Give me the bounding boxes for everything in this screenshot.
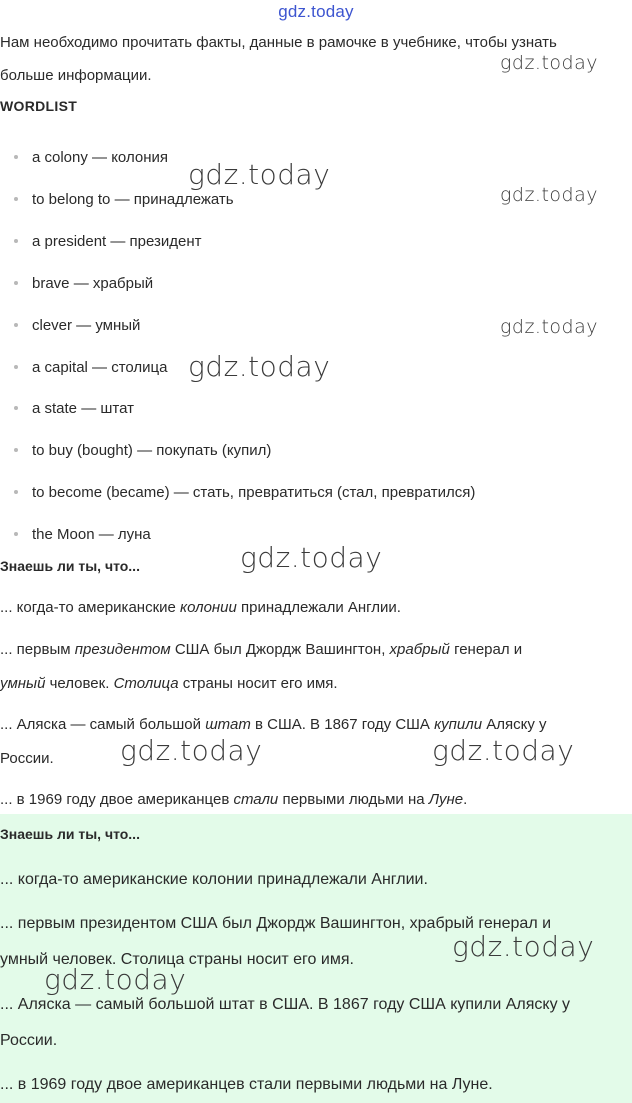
translation-line: ... Аляска — самый большой штат в США. В 1867 году США купили Аляску у <box>0 996 571 1013</box>
bullet-icon <box>14 532 18 536</box>
bullet-icon <box>14 323 18 327</box>
watermark: gdz.today <box>240 541 383 574</box>
watermark: gdz.today <box>432 734 575 767</box>
wordlist-item: a colony — колония <box>14 149 168 166</box>
fact-line: ... Аляска — самый большой штат в США. В 1867 году США купили Аляску у <box>0 716 547 733</box>
wordlist-item: a president — президент <box>14 233 202 250</box>
fact-line: ... в 1969 году двое американцев стали первыми людьми на Луне. <box>0 791 468 808</box>
translation-line: ... первым президентом США был Джордж Вашингтон, храбрый генерал и <box>0 915 552 932</box>
wordlist-item: to buy (bought) — покупать (купил) <box>14 442 271 459</box>
wordlist-title: WORDLIST <box>0 98 78 114</box>
watermark: gdz.today <box>188 350 331 383</box>
bullet-icon <box>14 197 18 201</box>
bullet-icon <box>14 448 18 452</box>
watermark: gdz.today <box>500 316 598 338</box>
wordlist-item: clever — умный <box>14 317 140 334</box>
bullet-icon <box>14 406 18 410</box>
intro-line-2: больше информации. <box>0 67 152 84</box>
fact-line: ... первым президентом США был Джордж Вашингтон, храбрый генерал и <box>0 641 523 658</box>
translation-line: умный человек. Столица страны носит его имя. <box>0 951 354 968</box>
bullet-icon <box>14 239 18 243</box>
header-watermark: gdz.today <box>278 2 354 21</box>
wordlist-item: to belong to — принадлежать <box>14 191 234 208</box>
watermark: gdz.today <box>120 734 263 767</box>
fact-line: России. <box>0 750 54 767</box>
bullet-icon <box>14 155 18 159</box>
bullet-icon <box>14 281 18 285</box>
wordlist-item: a capital — столица <box>14 359 167 376</box>
facts-heading: Знаешь ли ты, что... <box>0 558 140 574</box>
translation-line: ... когда-то американские колонии принадлежали Англии. <box>0 871 428 888</box>
watermark: gdz.today <box>500 184 598 206</box>
translation-line: ... в 1969 году двое американцев стали первыми людьми на Луне. <box>0 1076 493 1093</box>
bullet-icon <box>14 365 18 369</box>
wordlist-item: brave — храбрый <box>14 275 153 292</box>
watermark: gdz.today <box>188 158 331 191</box>
wordlist-item: the Moon — луна <box>14 526 151 543</box>
intro-line-1: Нам необходимо прочитать факты, данные в рамочке в учебнике, чтобы узнать <box>0 34 557 51</box>
watermark: gdz.today <box>500 52 598 74</box>
wordlist-item: to become (became) — стать, превратиться (стал, превратился) <box>14 484 475 501</box>
fact-line: ... когда-то американские колонии принадлежали Англии. <box>0 599 401 616</box>
watermark: gdz.today <box>452 930 595 963</box>
bullet-icon <box>14 490 18 494</box>
fact-line: умный человек. Столица страны носит его имя. <box>0 675 338 692</box>
translation-heading: Знаешь ли ты, что... <box>0 826 140 842</box>
translation-line: России. <box>0 1032 58 1049</box>
wordlist-item: a state — штат <box>14 400 134 417</box>
watermark: gdz.today <box>44 963 187 996</box>
